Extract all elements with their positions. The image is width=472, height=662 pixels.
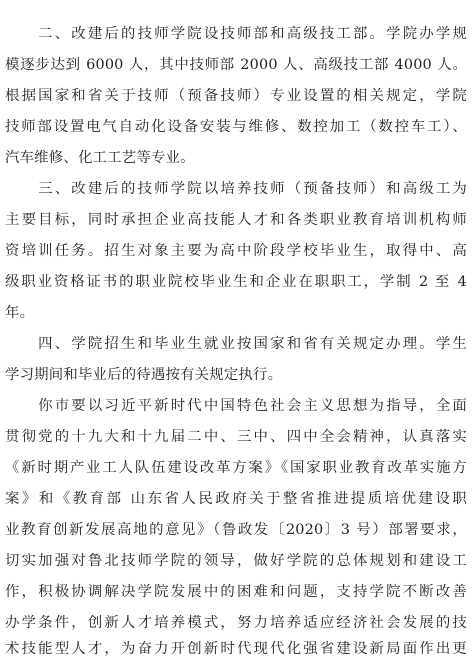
text-line: 模逐步达到 6000 人，其中技师部 2000 人、高级技工部 4000 人。 [5,57,467,73]
text-line: 级职业资格证书的职业院校毕业生和企业在职职工，学制 2 至 4 [5,274,467,290]
text-line: 切实加强对鲁北技师学院的领导，做好学院的总体规划和建设工 [5,553,467,569]
text-line: 学习期间和毕业后的待遇按有关规定执行。 [5,367,283,383]
text-line: 案》和《教育部 山东省人民政府关于整省推进提质培优建设职 [5,491,467,507]
text-line: 资培训任务。招生对象主要为高中阶段学校毕业生，取得中、高 [5,243,467,259]
text-line: 你市要以习近平新时代中国特色社会主义思想为指导，全面 [5,398,467,414]
text-line: 根据国家和省关于技师（预备技师）专业设置的相关规定，学院 [5,88,467,104]
text-line: 办学条件，创新人才培养模式，努力培养适应经济社会发展的技 [5,615,467,631]
text-line: 业教育创新发展高地的意见》（鲁政发〔2020〕3 号）部署要求， [5,522,467,538]
text-line: 年。 [5,305,35,321]
text-line: 《新时期产业工人队伍建设改革方案》《国家职业教育改革实施方 [5,460,467,476]
text-line: 贯彻党的十九大和十九届二中、三中、四中全会精神，认真落实 [5,429,467,445]
text-line: 二、改建后的技师学院设技师部和高级技工部。学院办学规 [5,26,467,42]
text-line: 汽车维修、化工工艺等专业。 [5,150,195,166]
text-line: 术技能型人才，为奋力开创新时代现代化强省建设新局面作出更 [5,641,467,657]
text-line: 主要目标，同时承担企业高技能人才和各类职业教育培训机构师 [5,212,467,228]
text-line: 四、学院招生和毕业生就业按国家和省有关规定办理。学生 [5,336,467,352]
text-line: 技师部设置电气自动化设备安装与维修、数控加工（数控车工）、 [5,119,467,135]
text-line: 三、改建后的技师学院以培养技师（预备技师）和高级工为 [5,181,467,197]
text-line: 作，积极协调解决学院发展中的困难和问题，支持学院不断改善 [5,584,467,600]
